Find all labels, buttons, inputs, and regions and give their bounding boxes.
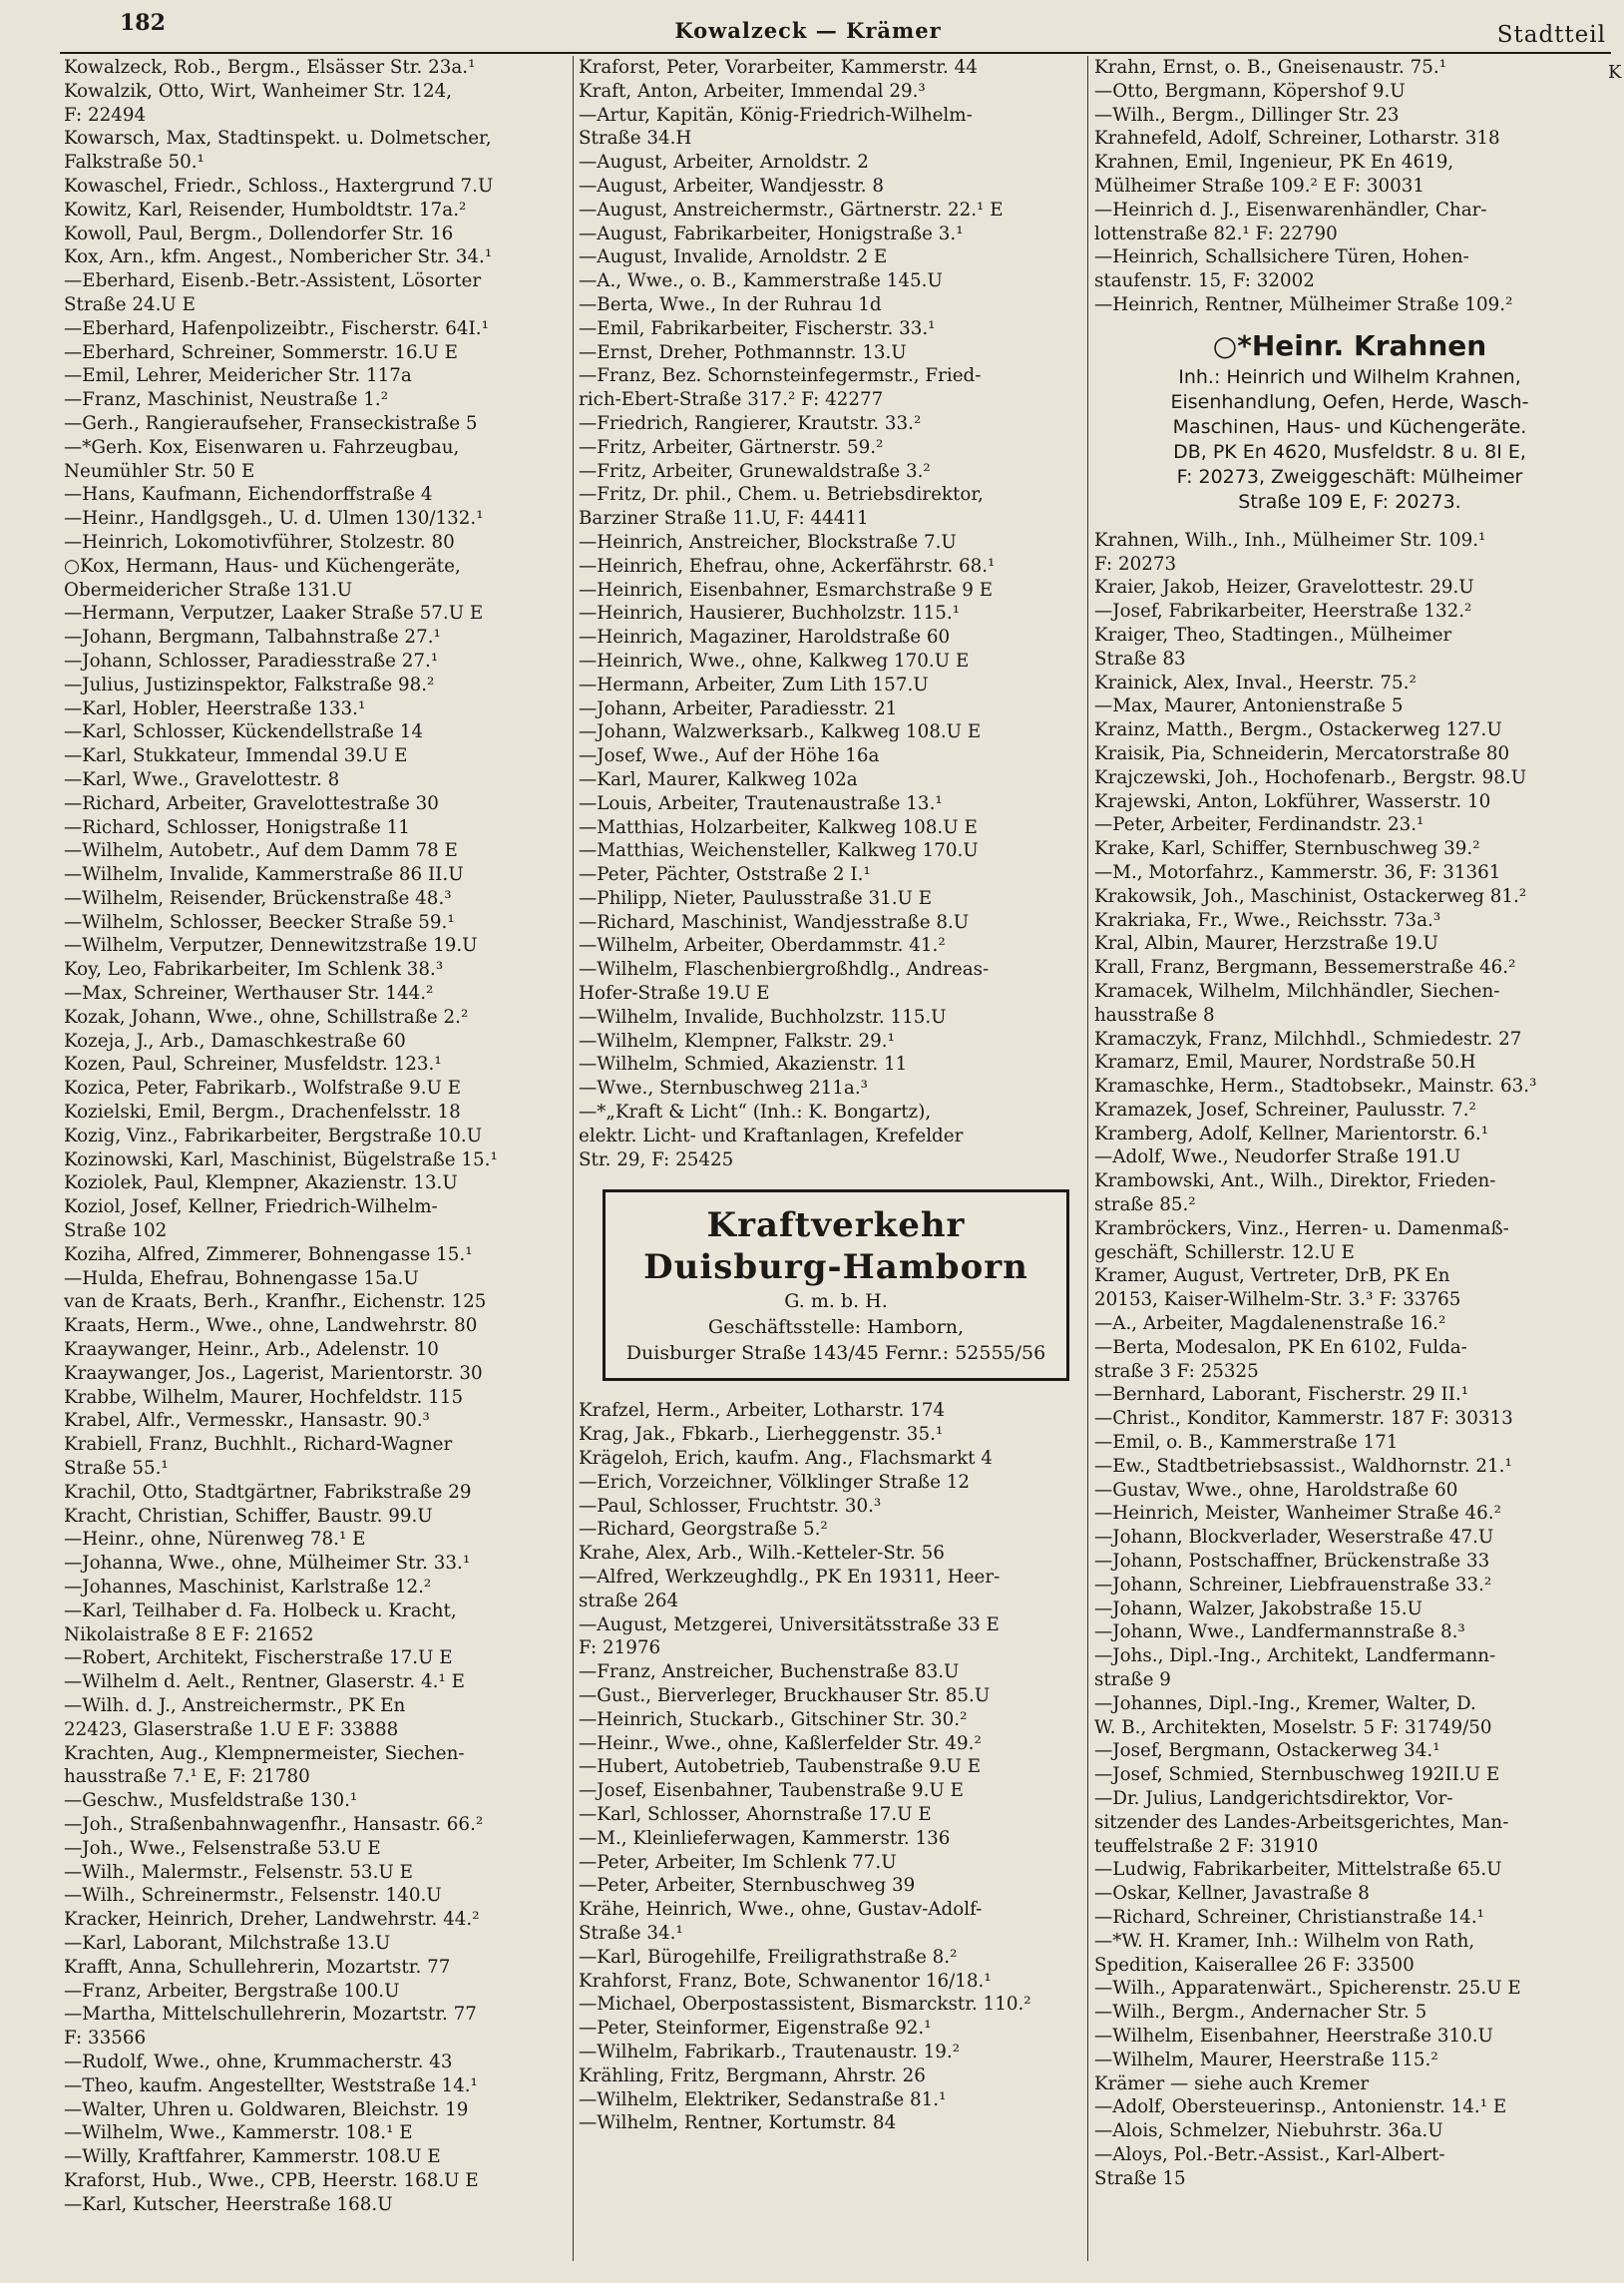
directory-entry-line: Straße 34.¹ (579, 1922, 683, 1944)
directory-entry-line: —Franz, Arbeiter, Bergstraße 100.U (64, 1980, 400, 2002)
directory-entry-line: —Wilhelm, Eisenbahner, Heerstraße 310.U (1094, 2025, 1493, 2047)
ad-line: G. m. b. H. (784, 1290, 888, 1313)
district-label: Stadtteil (1496, 22, 1606, 48)
directory-entry-line: F: 20273 (1094, 553, 1177, 575)
directory-entry-line: —Matthias, Weichensteller, Kalkweg 170.U (579, 840, 979, 862)
directory-entry-line: F: 33566 (64, 2028, 147, 2050)
directory-entry-line: Kozak, Johann, Wwe., ohne, Schillstraße 2.² (64, 1006, 469, 1028)
directory-entry-line: —August, Arbeiter, Wandjesstr. 8 (579, 175, 885, 197)
entry-list (579, 1399, 1077, 2135)
directory-entry-line: —Johann, Bergmann, Talbahnstraße 27.¹ (64, 627, 441, 649)
directory-entry-line: Koziolek, Paul, Klempner, Akazienstr. 13.U (64, 1172, 458, 1194)
directory-entry-line: —Heinrich, Stuckarb., Gitschiner Str. 30.² (579, 1708, 968, 1730)
directory-entry-line: —Adolf, Wwe., Neudorfer Straße 191.U (1094, 1146, 1461, 1168)
directory-entry-line: straße 85.² (1094, 1194, 1196, 1216)
directory-entry-line: —Heinr., Wwe., ohne, Kaßlerfelder Str. 49.² (579, 1732, 982, 1754)
directory-entry-line: —Ludwig, Fabrikarbeiter, Mittelstraße 65.U (1094, 1859, 1502, 1881)
directory-entry-line: Krachten, Aug., Klempnermeister, Siechen- (64, 1742, 465, 1764)
directory-entry-line: —Richard, Maschinist, Wandjesstraße 8.U (579, 911, 970, 933)
directory-entry-line: —Gerh., Rangieraufseher, Franseckistraße 5 (64, 412, 478, 434)
directory-entry-line: Krake, Karl, Schiffer, Sternbuschweg 39.² (1094, 838, 1480, 860)
directory-entry-line: Krahnefeld, Adolf, Schreiner, Lotharstr. 318 (1094, 128, 1500, 150)
directory-entry-line: Krajczewski, Joh., Hochofenarb., Bergstr. 98.U (1094, 766, 1527, 788)
directory-entry-line: F: 22494 (64, 104, 147, 126)
directory-entry-line: Obermeidericher Straße 131.U (64, 579, 353, 601)
directory-entry-line: —Karl, Stukkateur, Immendal 39.U E (64, 745, 408, 767)
directory-entry-line: —Peter, Steinformer, Eigenstraße 92.¹ (579, 2018, 932, 2040)
directory-entry-line: Neumühler Str. 50 E (64, 460, 255, 482)
directory-entry-line: —Artur, Kapitän, König-Friedrich-Wilhelm- (579, 104, 973, 126)
directory-entry-line: —Wilhelm, Rentner, Kortumstr. 84 (579, 2112, 897, 2134)
ad-line: F: 20273, Zweiggeschäft: Mülheimer (1176, 465, 1523, 488)
directory-entry-line: Kraaywanger, Jos., Lagerist, Marientorstr. 30 (64, 1362, 483, 1384)
directory-entry-line: Krähling, Fritz, Bergmann, Ahrstr. 26 (579, 2064, 926, 2086)
directory-entry-line: Krahforst, Franz, Bote, Schwanentor 16/18.¹ (579, 1970, 992, 1992)
directory-entry-line: Kraaywanger, Heinr., Arb., Adelenstr. 10 (64, 1339, 439, 1361)
directory-entry-line: sitzender des Landes-Arbeitsgerichtes, Man- (1094, 1811, 1509, 1833)
directory-entry-line: —Emil, Lehrer, Meidericher Str. 117a (64, 365, 412, 387)
directory-entry-line: —Hermann, Verputzer, Laaker Straße 57.U E (64, 603, 484, 625)
directory-entry-line: Krafzel, Herm., Arbeiter, Lotharstr. 174 (579, 1400, 945, 1422)
directory-entry-line: —Ew., Stadtbetriebsassist., Waldhornstr. 21.¹ (1094, 1455, 1512, 1477)
directory-entry-line: Kowaschel, Friedr., Schloss., Haxtergrund 7.U (64, 175, 494, 197)
directory-entry-line: Straße 15 (1094, 2167, 1186, 2189)
directory-entry-line: Straße 102 (64, 1220, 168, 1242)
directory-entry-line: —*W. H. Kramer, Inh.: Wilhelm von Rath, (1094, 1930, 1475, 1952)
directory-entry-line: Kozielski, Emil, Bergm., Drachenfelsstr. 18 (64, 1102, 461, 1124)
directory-entry-line: —Rudolf, Wwe., ohne, Krummacherstr. 43 (64, 2051, 453, 2072)
ad-line: Maschinen, Haus- und Küchengeräte. (1172, 415, 1527, 438)
directory-entry-line: —Karl, Laborant, Milchstraße 13.U (64, 1932, 391, 1954)
directory-entry-line: Straße 34.H (579, 128, 692, 150)
directory-entry-line: Krakowsik, Joh., Maschinist, Ostackerweg 81.² (1094, 885, 1527, 907)
directory-entry-line: —Wilhelm, Elektriker, Sedanstraße 81.¹ (579, 2088, 947, 2110)
directory-entry-line: —Wilhelm, Klempner, Falkstr. 29.¹ (579, 1030, 895, 1052)
directory-entry-line: Barziner Straße 11.U, F: 44411 (579, 508, 869, 530)
directory-entry-line: —Robert, Architekt, Fischerstraße 17.U E (64, 1647, 453, 1669)
directory-entry-line: —Johannes, Maschinist, Karlstraße 12.² (64, 1577, 432, 1598)
directory-entry-line: F: 21976 (579, 1637, 661, 1659)
directory-entry-line: —Heinrich, Rentner, Mülheimer Straße 109.² (1094, 293, 1513, 315)
directory-entry-line: —Richard, Georgstraße 5.² (579, 1519, 828, 1541)
directory-entry-line: Kowarsch, Max, Stadtinspekt. u. Dolmetscher, (64, 128, 492, 150)
directory-entry-line: van de Kraats, Berh., Kranfhr., Eichenstr. 125 (64, 1291, 487, 1313)
directory-entry-line: —Josef, Bergmann, Ostackerweg 34.¹ (1094, 1740, 1440, 1762)
directory-entry-line: —Heinrich, Anstreicher, Blockstraße 7.U (579, 531, 957, 553)
directory-entry-line: —Wilh., Schreinermstr., Felsenstr. 140.U (64, 1885, 442, 1907)
directory-entry-line: —Josef, Wwe., Auf der Höhe 16a (579, 745, 880, 767)
directory-entry-line: straße 9 (1094, 1669, 1171, 1691)
directory-entry-line: —Wilh., Bergm., Andernacher Str. 5 (1094, 2002, 1427, 2024)
directory-entry-line: —Peter, Arbeiter, Ferdinandstr. 23.¹ (1094, 814, 1424, 836)
directory-entry-line: —Willy, Kraftfahrer, Kammerstr. 108.U E (64, 2146, 441, 2168)
directory-entry-line: Krabiell, Franz, Buchhlt., Richard-Wagner (64, 1434, 453, 1456)
directory-entry-line: Koziha, Alfred, Zimmerer, Bohnengasse 15.¹ (64, 1243, 473, 1265)
directory-entry-line: Kozen, Paul, Schreiner, Musfeldstr. 123.¹ (64, 1054, 442, 1076)
directory-entry-line: W. B., Architekten, Moselstr. 5 F: 31749/50 (1094, 1716, 1492, 1738)
directory-entry-line: —Hulda, Ehefrau, Bohnengasse 15a.U (64, 1267, 419, 1289)
running-title: Kowalzeck — Krämer (674, 18, 942, 43)
directory-entry-line: —Wilhelm, Schmied, Akazienstr. 11 (579, 1054, 908, 1076)
directory-entry-line: —Wilhelm, Autobetr., Auf dem Damm 78 E (64, 840, 458, 862)
directory-entry-line: Krägeloh, Erich, kaufm. Ang., Flachsmarkt 4 (579, 1448, 993, 1470)
directory-entry-line: —Joh., Straßenbahnwagenfhr., Hansastr. 66.² (64, 1813, 484, 1835)
directory-entry-line: —Bernhard, Laborant, Fischerstr. 29 II.¹ (1094, 1384, 1469, 1406)
directory-entry-line: —Heinrich, Ehefrau, ohne, Ackerfährstr. 68.¹ (579, 555, 996, 577)
directory-entry-line: Kramarz, Emil, Maurer, Nordstraße 50.H (1094, 1052, 1476, 1074)
directory-entry-line: —Wilh., Malermstr., Felsenstr. 53.U E (64, 1861, 413, 1883)
directory-entry-line: —Josef, Eisenbahner, Taubenstraße 9.U E (579, 1780, 964, 1802)
directory-entry-line: —Heinrich, Meister, Wanheimer Straße 46.² (1094, 1503, 1501, 1525)
directory-entry-line: —Walter, Uhren u. Goldwaren, Bleichstr. 19 (64, 2098, 469, 2120)
directory-entry-line: —Hermann, Arbeiter, Zum Lith 157.U (579, 674, 929, 695)
directory-entry-line: Koziol, Josef, Kellner, Friedrich-Wilhelm- (64, 1196, 438, 1218)
directory-entry-line: —Heinrich, Magaziner, Haroldstraße 60 (579, 627, 951, 649)
directory-entry-line: staufenstr. 15, F: 32002 (1094, 270, 1315, 292)
directory-entry-line: —Heinrich, Eisenbahner, Esmarchstraße 9 E (579, 579, 994, 601)
directory-entry-line: —August, Arbeiter, Arnoldstr. 2 (579, 152, 869, 174)
directory-entry-line: —Gustav, Wwe., ohne, Haroldstraße 60 (1094, 1479, 1458, 1501)
directory-entry-line: —Johann, Walzwerksarb., Kalkweg 108.U E (579, 721, 982, 743)
entry-list (64, 56, 571, 2217)
directory-entry-line: Kozeja, J., Arb., Damaschkestraße 60 (64, 1030, 406, 1052)
directory-entry-line: hausstraße 7.¹ E, F: 21780 (64, 1766, 310, 1788)
directory-entry-line: —Oskar, Kellner, Javastraße 8 (1094, 1883, 1370, 1905)
krahnen-advertisement (1096, 327, 1603, 515)
directory-entry-line: elektr. Licht- und Kraftanlagen, Krefelder (579, 1125, 964, 1146)
directory-entry-line: —Karl, Teilhaber d. Fa. Holbeck u. Kracht, (64, 1599, 457, 1621)
directory-entry-line: Kracker, Heinrich, Dreher, Landwehrstr. 44.² (64, 1909, 480, 1931)
directory-entry-line: —Johann, Schreiner, Liebfrauenstraße 33.² (1094, 1574, 1492, 1596)
directory-entry-line: —Wilh. d. J., Anstreichermstr., PK En (64, 1694, 406, 1716)
directory-entry-line: —Josef, Fabrikarbeiter, Heerstraße 132.² (1094, 601, 1472, 623)
directory-entry-line: —Fritz, Dr. phil., Chem. u. Betriebsdirektor, (579, 484, 984, 506)
directory-entry-line: 22423, Glaserstraße 1.U E F: 33888 (64, 1718, 399, 1740)
directory-entry-line: —Johann, Arbeiter, Paradiesstr. 21 (579, 697, 898, 719)
directory-entry-line: —Peter, Pächter, Oststraße 2 I.¹ (579, 864, 871, 886)
directory-entry-line: —August, Anstreichermstr., Gärtnerstr. 22.¹ E (579, 199, 1004, 221)
directory-entry-line: —Emil, Fabrikarbeiter, Fischerstr. 33.¹ (579, 317, 936, 339)
directory-entry-line: —A., Arbeiter, Magdalenenstraße 16.² (1094, 1313, 1446, 1335)
ad-title: ○*Heinr. Krahnen (1212, 328, 1487, 362)
directory-entry-line: —A., Wwe., o. B., Kammerstraße 145.U (579, 270, 943, 292)
directory-entry-line: —Josef, Schmied, Sternbuschweg 192II.U E (1094, 1764, 1500, 1786)
kraftverkehr-advertisement (603, 1189, 1069, 1381)
directory-entry-line: —Johann, Postschaffner, Brückenstraße 33 (1094, 1551, 1490, 1573)
ad-line: Eisenhandlung, Oefen, Herde, Wasch- (1170, 390, 1529, 413)
directory-entry-line: —Julius, Justizinspektor, Falkstraße 98.² (64, 674, 435, 695)
directory-entry-line: —Karl, Schlosser, Kückendellstraße 14 (64, 721, 423, 743)
directory-entry-line: —Heinrich, Hausierer, Buchholzstr. 115.¹ (579, 603, 961, 625)
directory-entry-line: —Peter, Arbeiter, Sternbuschweg 39 (579, 1875, 916, 1897)
directory-entry-line: —August, Invalide, Arnoldstr. 2 E (579, 246, 888, 268)
directory-entry-line: —Franz, Anstreicher, Buchenstraße 83.U (579, 1661, 960, 1683)
directory-entry-line: —Karl, Maurer, Kalkweg 102a (579, 768, 858, 790)
directory-entry-line: Koy, Leo, Fabrikarbeiter, Im Schlenk 38.³ (64, 959, 444, 981)
directory-entry-line: —Dr. Julius, Landgerichtsdirektor, Vor- (1094, 1788, 1453, 1809)
directory-entry-line: Krabbe, Wilhelm, Maurer, Hochfeldstr. 115 (64, 1386, 464, 1408)
directory-entry-line: hausstraße 8 (1094, 1004, 1215, 1026)
directory-entry-line: —Heinr., ohne, Nürenweg 78.¹ E (64, 1529, 366, 1551)
directory-entry-line: —Richard, Schreiner, Christianstraße 14.¹ (1094, 1906, 1484, 1928)
directory-entry-line: —Johann, Walzer, Jakobstraße 15.U (1094, 1598, 1422, 1619)
directory-entry-line: Kraisik, Pia, Schneiderin, Mercatorstraße 80 (1094, 742, 1510, 764)
directory-entry-line: —Eberhard, Schreiner, Sommerstr. 16.U E (64, 341, 458, 363)
directory-entry-line: Kozica, Peter, Fabrikarb., Wolfstraße 9.U E (64, 1078, 462, 1100)
column-2 (579, 56, 1077, 2261)
page-header (0, 0, 1624, 60)
directory-entry-line: —Aloys, Pol.-Betr.-Assist., Karl-Albert- (1094, 2143, 1445, 2165)
directory-entry-line: —Alois, Schmelzer, Niebuhrstr. 36a.U (1094, 2120, 1443, 2142)
directory-entry-line: Kraforst, Peter, Vorarbeiter, Kammerstr. 44 (579, 57, 978, 78)
directory-entry-line: —M., Kleinlieferwagen, Kammerstr. 136 (579, 1827, 951, 1849)
directory-entry-line: —Wilhelm, Schlosser, Beecker Straße 59.¹ (64, 911, 455, 933)
directory-entry-line: Kowoll, Paul, Bergm., Dollendorfer Str. 16 (64, 223, 454, 244)
directory-entry-line: —Karl, Schlosser, Ahornstraße 17.U E (579, 1804, 932, 1825)
directory-entry-line: Kozinowski, Karl, Maschinist, Bügelstraße 15.¹ (64, 1148, 498, 1170)
directory-entry-line: —Max, Schreiner, Werthauser Str. 144.² (64, 983, 434, 1005)
directory-entry-line: —Christ., Konditor, Kammerstr. 187 F: 30313 (1094, 1408, 1513, 1430)
directory-entry-line: —Franz, Bez. Schornsteinfegermstr., Fried- (579, 365, 982, 387)
directory-entry-line: Straße 55.¹ (64, 1458, 169, 1480)
directory-entry-line: —Theo, kaufm. Angestellter, Weststraße 14.¹ (64, 2074, 478, 2096)
directory-entry-line: —Wilhelm, Flaschenbiergroßhdlg., Andreas- (579, 959, 990, 981)
directory-entry-line: Krahe, Alex, Arb., Wilh.-Ketteler-Str. 56 (579, 1543, 945, 1565)
directory-entry-line: —Wilhelm, Arbeiter, Oberdammstr. 41.² (579, 935, 946, 957)
directory-entry-line: —Louis, Arbeiter, Trautenaustraße 13.¹ (579, 792, 943, 814)
directory-entry-line: —Wilh., Bergm., Dillinger Str. 23 (1094, 104, 1400, 126)
directory-entry-line: —Eberhard, Eisenb.-Betr.-Assistent, Lösorter (64, 270, 482, 292)
ad-line: Duisburger Straße 143/45 Fernr.: 52555/56 (625, 1342, 1046, 1365)
directory-entry-line: Krafft, Anna, Schullehrerin, Mozartstr. 77 (64, 1956, 451, 1978)
directory-entry-line: Krambowski, Ant., Wilh., Direktor, Frieden- (1094, 1170, 1496, 1192)
directory-entry-line: —Heinrich, Wwe., ohne, Kalkweg 170.U E (579, 650, 970, 672)
directory-entry-line: —Alfred, Werkzeughdlg., PK En 19311, Heer- (579, 1567, 1001, 1589)
directory-entry-line: —Paul, Schlosser, Fruchtstr. 30.³ (579, 1495, 882, 1517)
directory-entry-line: Kramazek, Josef, Schreiner, Paulusstr. 7.² (1094, 1099, 1476, 1121)
directory-entry-line: —Heinr., Handlgsgeh., U. d. Ulmen 130/132.¹ (64, 508, 484, 530)
directory-entry-line: Krahnen, Wilh., Inh., Mülheimer Str. 109.¹ (1094, 529, 1486, 551)
directory-entry-line: Mülheimer Straße 109.² E F: 30031 (1094, 175, 1424, 197)
directory-entry-line: geschäft, Schillerstr. 12.U E (1094, 1241, 1355, 1263)
directory-entry-line: —Karl, Bürogehilfe, Freiligrathstraße 8.² (579, 1946, 958, 1968)
directory-entry-line: Kraforst, Hub., Wwe., CPB, Heerstr. 168.U E (64, 2169, 479, 2191)
directory-entry-line: —Michael, Oberpostassistent, Bismarckstr. 110.² (579, 1994, 1031, 2016)
directory-entry-line: —Wilhelm, Invalide, Kammerstraße 86 II.U (64, 864, 464, 886)
directory-entry-line: —*Gerh. Kox, Eisenwaren u. Fahrzeugbau, (64, 436, 460, 458)
directory-entry-line: Krambröckers, Vinz., Herren- u. Damenmaß- (1094, 1217, 1509, 1239)
entry-list (1094, 56, 1605, 317)
ad-line: Straße 109 E, F: 20273. (1238, 490, 1461, 513)
page-number: 182 (120, 10, 166, 36)
directory-entry-line: —Richard, Schlosser, Honigstraße 11 (64, 816, 410, 838)
directory-entry-line: Kramacek, Wilhelm, Milchhändler, Siechen- (1094, 980, 1500, 1002)
directory-entry-line: Krahn, Ernst, o. B., Gneisenaustr. 75.¹ (1094, 57, 1447, 78)
directory-entry-line: Hofer-Straße 19.U E (579, 983, 770, 1005)
directory-entry-line: Falkstraße 50.¹ (64, 152, 204, 174)
header-rule (60, 52, 1611, 54)
directory-entry-line: Krabel, Alfr., Vermesskr., Hansastr. 90.³ (64, 1410, 430, 1432)
directory-entry-line: Nikolaistraße 8 E F: 21652 (64, 1623, 314, 1645)
directory-entry-line: Kracht, Christian, Schiffer, Baustr. 99.U (64, 1505, 433, 1527)
directory-entry-line: —Heinrich, Schallsichere Türen, Hohen- (1094, 246, 1469, 268)
directory-entry-line: —Joh., Wwe., Felsenstraße 53.U E (64, 1837, 381, 1859)
directory-entry-line: Krag, Jak., Fbkarb., Lierheggenstr. 35.¹ (579, 1424, 944, 1446)
directory-entry-line: 20153, Kaiser-Wilhelm-Str. 3.³ F: 33765 (1094, 1289, 1461, 1311)
column-divider (1087, 56, 1088, 2261)
ad-line: DB, PK En 4620, Musfeldstr. 8 u. 8I E, (1173, 440, 1526, 463)
directory-entry-line: Spedition, Kaiserallee 26 F: 33500 (1094, 1954, 1415, 1976)
ad-line: Inh.: Heinrich und Wilhelm Krahnen, (1178, 365, 1521, 388)
directory-entry-line: —Karl, Kutscher, Heerstraße 168.U (64, 2193, 393, 2215)
directory-entry-line: Krahnen, Emil, Ingenieur, PK En 4619, (1094, 152, 1454, 174)
directory-entry-line: —August, Metzgerei, Universitätsstraße 33 E (579, 1613, 1000, 1635)
directory-entry-line: —Johannes, Dipl.-Ing., Kremer, Walter, D. (1094, 1692, 1476, 1714)
directory-entry-line: straße 3 F: 25325 (1094, 1360, 1259, 1382)
directory-entry-line: Kraats, Herm., Wwe., ohne, Landwehrstr. 80 (64, 1315, 478, 1337)
directory-entry-line: —Franz, Maschinist, Neustraße 1.² (64, 389, 389, 411)
directory-entry-line: —Wilhelm, Fabrikarb., Trautenaustr. 19.² (579, 2041, 961, 2062)
directory-entry-line: straße 264 (579, 1590, 679, 1611)
column-divider (573, 56, 574, 2261)
directory-entry-line: rich-Ebert-Straße 317.² F: 42277 (579, 389, 884, 411)
directory-entry-line: —Philipp, Nieter, Paulusstraße 31.U E (579, 887, 933, 909)
directory-entry-line: Kramberg, Adolf, Kellner, Marientorstr. 6.¹ (1094, 1123, 1489, 1144)
directory-entry-line: Kramaschke, Herm., Stadtobsekr., Mainstr. 63.³ (1094, 1076, 1537, 1098)
directory-entry-line: Krainz, Matth., Bergm., Ostackerweg 127.U (1094, 719, 1502, 741)
directory-entry-line: Krämer — siehe auch Kremer (1094, 2072, 1370, 2094)
directory-entry-line: —Peter, Arbeiter, Im Schlenk 77.U (579, 1851, 897, 1873)
directory-entry-line: —Wilhelm, Reisender, Brückenstraße 48.³ (64, 887, 452, 909)
directory-entry-line: Kraier, Jakob, Heizer, Gravelottestr. 29.U (1094, 577, 1474, 599)
directory-entry-line: —August, Fabrikarbeiter, Honigstraße 3.¹ (579, 223, 964, 244)
directory-entry-line: —Johanna, Wwe., ohne, Mülheimer Str. 33.¹ (64, 1553, 471, 1575)
directory-entry-line: Str. 29, F: 25425 (579, 1148, 734, 1170)
directory-entry-line: —Karl, Wwe., Gravelottestr. 8 (64, 768, 340, 790)
directory-entry-line: —Johann, Schlosser, Paradiesstraße 27.¹ (64, 650, 439, 672)
entry-list (1094, 529, 1605, 2191)
directory-entry-line: —Geschw., Musfeldstraße 130.¹ (64, 1790, 358, 1812)
directory-entry-line: lottenstraße 82.¹ F: 22790 (1094, 223, 1338, 244)
directory-entry-line: Krainick, Alex, Inval., Heerstr. 75.² (1094, 672, 1417, 693)
column-3 (1094, 56, 1605, 2261)
directory-entry-line: —Heinrich, Lokomotivführer, Stolzestr. 80 (64, 531, 455, 553)
directory-entry-line: Krall, Franz, Bergmann, Bessemerstraße 46.² (1094, 957, 1516, 979)
directory-entry-line: —Johann, Wwe., Landfermannstraße 8.³ (1094, 1621, 1465, 1643)
directory-entry-line: —Martha, Mittelschullehrerin, Mozartstr. 77 (64, 2004, 477, 2026)
directory-entry-line: —Heinrich d. J., Eisenwarenhändler, Char- (1094, 199, 1487, 221)
directory-entry-line: —Richard, Arbeiter, Gravelottestraße 30 (64, 792, 439, 814)
directory-entry-line: —Johann, Blockverlader, Weserstraße 47.U (1094, 1527, 1494, 1549)
directory-entry-line: —Hans, Kaufmann, Eichendorffstraße 4 (64, 484, 433, 506)
directory-entry-line: Kox, Arn., kfm. Angest., Nombericher Str. 34.¹ (64, 246, 493, 268)
directory-entry-line: —Karl, Hobler, Heerstraße 133.¹ (64, 697, 366, 719)
directory-entry-line: —*„Kraft & Licht“ (Inh.: K. Bongartz), (579, 1102, 932, 1124)
directory-entry-line: Kral, Albin, Maurer, Herzstraße 19.U (1094, 933, 1438, 955)
edge-letter: K (1608, 62, 1622, 83)
directory-entry-line: Kowitz, Karl, Reisender, Humboldtstr. 17a.² (64, 199, 467, 221)
directory-entry-line: —Fritz, Arbeiter, Gärtnerstr. 59.² (579, 436, 884, 458)
directory-entry-line: Kozig, Vinz., Fabrikarbeiter, Bergstraße 10.U (64, 1125, 483, 1146)
directory-entry-line: —Wilh., Apparatenwärt., Spicherenstr. 25.U E (1094, 1978, 1521, 2000)
directory-entry-line: Kowalzik, Otto, Wirt, Wanheimer Str. 124, (64, 80, 453, 102)
directory-entry-line: —Otto, Bergmann, Köpershof 9.U (1094, 80, 1406, 102)
directory-entry-line: Kraft, Anton, Arbeiter, Immendal 29.³ (579, 80, 926, 102)
directory-entry-line: Kramaczyk, Franz, Milchhdl., Schmiedestr. 27 (1094, 1028, 1522, 1050)
column-1 (64, 56, 571, 2261)
directory-entry-line: —Matthias, Holzarbeiter, Kalkweg 108.U E (579, 816, 978, 838)
directory-entry-line: Kowalzeck, Rob., Bergm., Elsässer Str. 23a.¹ (64, 57, 476, 78)
directory-entry-line: teuffelstraße 2 F: 31910 (1094, 1835, 1319, 1857)
directory-entry-line: —Wilhelm, Verputzer, Dennewitzstraße 19.U (64, 935, 478, 957)
directory-entry-line: —Wilhelm, Invalide, Buchholzstr. 115.U (579, 1006, 947, 1028)
directory-entry-line: Krakriaka, Fr., Wwe., Reichsstr. 73a.³ (1094, 909, 1441, 931)
directory-entry-line: —Emil, o. B., Kammerstraße 171 (1094, 1432, 1399, 1454)
directory-entry-line: —Friedrich, Rangierer, Krautstr. 33.² (579, 412, 922, 434)
directory-entry-line: —Wilhelm, Wwe., Kammerstr. 108.¹ E (64, 2122, 413, 2144)
directory-entry-line: —M., Motorfahrz., Kammerstr. 36, F: 31361 (1094, 861, 1501, 883)
directory-entry-line: —Adolf, Obersteuerinsp., Antonienstr. 14.¹ E (1094, 2096, 1507, 2118)
directory-entry-line: —Erich, Vorzeichner, Völklinger Straße 12 (579, 1471, 970, 1493)
directory-entry-line: —Ernst, Dreher, Pothmannstr. 13.U (579, 341, 907, 363)
ad-title-line: Duisburg-Hamborn (643, 1247, 1028, 1288)
directory-entry-line: —Johs., Dipl.-Ing., Architekt, Landfermann- (1094, 1645, 1496, 1667)
directory-entry-line: Krähe, Heinrich, Wwe., ohne, Gustav-Adolf- (579, 1899, 983, 1921)
ad-line: Geschäftsstelle: Hamborn, (707, 1316, 965, 1339)
directory-entry-line: Kramer, August, Vertreter, DrB, PK En (1094, 1265, 1450, 1287)
directory-entry-line: Krachil, Otto, Stadtgärtner, Fabrikstraße 29 (64, 1481, 472, 1503)
directory-entry-line: Straße 24.U E (64, 293, 196, 315)
directory-entry-line: —Gust., Bierverleger, Bruckhauser Str. 85.U (579, 1685, 991, 1707)
directory-entry-line: —Eberhard, Hafenpolizeibtr., Fischerstr. 64I.¹ (64, 317, 489, 339)
directory-entry-line: —Berta, Wwe., In der Ruhrau 1d (579, 293, 882, 315)
directory-entry-line: Straße 83 (1094, 648, 1186, 670)
directory-entry-line: —Fritz, Arbeiter, Grunewaldstraße 3.² (579, 460, 931, 482)
directory-entry-line: Kraiger, Theo, Stadtingen., Mülheimer (1094, 624, 1452, 646)
directory-entry-line: —Berta, Modesalon, PK En 6102, Fulda- (1094, 1336, 1467, 1358)
directory-entry-line: —Wilhelm, Maurer, Heerstraße 115.² (1094, 2049, 1438, 2070)
directory-entry-line: —Max, Maurer, Antonienstraße 5 (1094, 695, 1404, 717)
ad-title-line: Kraftverkehr (706, 1205, 966, 1246)
directory-entry-line: —Wwe., Sternbuschweg 211a.³ (579, 1078, 868, 1100)
directory-entry-line: Krajewski, Anton, Lokführer, Wasserstr. 10 (1094, 790, 1491, 812)
directory-entry-line: —Hubert, Autobetrieb, Taubenstraße 9.U E (579, 1756, 982, 1778)
directory-entry-line: —Wilhelm d. Aelt., Rentner, Glaserstr. 4.¹ E (64, 1671, 465, 1693)
directory-entry-line: ○Kox, Hermann, Haus- und Küchengeräte, (64, 555, 461, 577)
entry-list (579, 56, 1077, 1171)
